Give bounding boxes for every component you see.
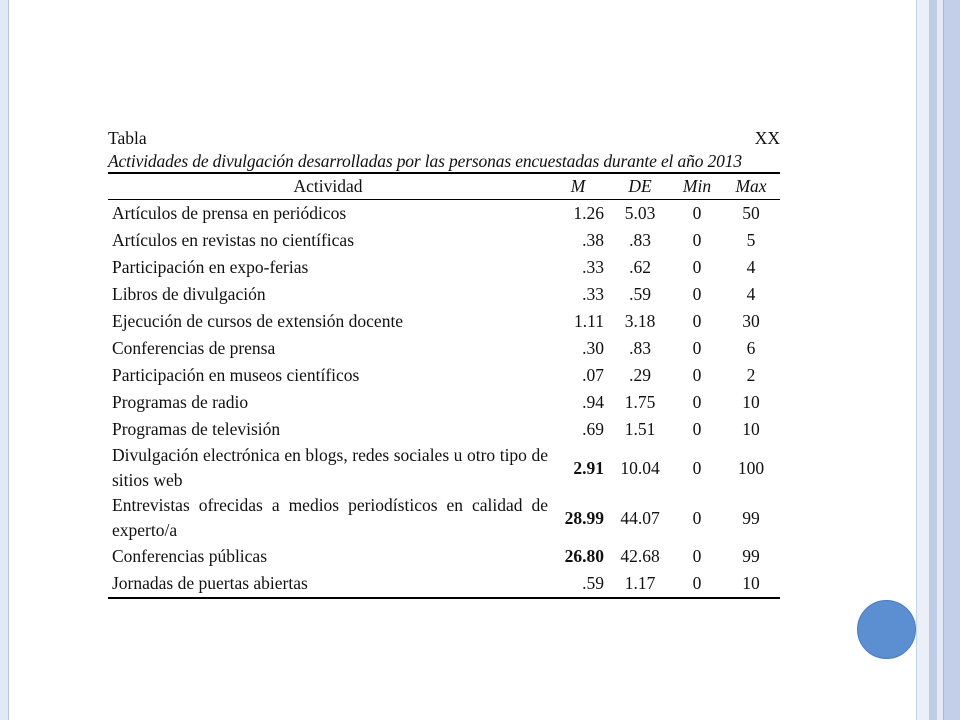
right-border-stripe	[929, 0, 937, 720]
cell-actividad: Libros de divulgación	[112, 284, 266, 304]
cell-de: .29	[629, 365, 651, 385]
cell-max: 100	[737, 457, 765, 478]
table-row	[108, 570, 780, 598]
cell-min: 0	[692, 507, 702, 528]
cell-de: 1.17	[624, 573, 656, 593]
table-row	[108, 493, 780, 543]
cell-m: 28.99	[564, 507, 604, 528]
cell-de: .83	[629, 338, 651, 358]
cell-max: 4	[746, 284, 756, 304]
cell-actividad: Programas de radio	[112, 392, 249, 412]
table-row	[108, 389, 780, 416]
accent-circle-decoration	[857, 600, 916, 659]
table-row	[108, 281, 780, 308]
table-row	[108, 200, 780, 228]
right-border-stripe	[943, 0, 960, 720]
cell-actividad: Artículos de prensa en periódicos	[112, 203, 347, 223]
table-row	[108, 227, 780, 254]
table-label-line	[108, 126, 780, 150]
cell-m: 2.91	[573, 457, 604, 478]
cell-de: 3.18	[624, 311, 656, 331]
column-header-actividad: Actividad	[108, 173, 548, 200]
cell-min: 0	[692, 546, 702, 566]
cell-de: .59	[629, 284, 651, 304]
cell-min: 0	[692, 284, 702, 304]
table-row	[108, 335, 780, 362]
cell-m: .30	[582, 338, 604, 358]
cell-min: 0	[692, 573, 702, 593]
cell-actividad: Artículos en revistas no científicas	[112, 230, 355, 250]
cell-m: .07	[582, 365, 604, 385]
cell-max: 2	[746, 365, 756, 385]
activities-table	[108, 172, 780, 599]
cell-min: 0	[692, 311, 702, 331]
cell-min: 0	[692, 365, 702, 385]
cell-de: 1.75	[624, 392, 656, 412]
cell-min: 0	[692, 419, 702, 439]
cell-m: .33	[582, 257, 604, 277]
cell-de: 44.07	[620, 507, 660, 528]
column-header-max: Max	[722, 173, 780, 200]
cell-max: 5	[746, 230, 756, 250]
cell-actividad: Conferencias de prensa	[112, 338, 276, 358]
cell-max: 99	[742, 507, 760, 528]
cell-max: 6	[746, 338, 756, 358]
column-header-de: DE	[608, 173, 672, 200]
cell-max: 99	[742, 546, 760, 566]
table-number: XX	[754, 128, 780, 148]
cell-actividad: Conferencias públicas	[112, 546, 268, 566]
cell-de: 10.04	[620, 457, 660, 478]
right-border-stripe	[916, 0, 929, 720]
table-row	[108, 362, 780, 389]
cell-m: .33	[582, 284, 604, 304]
cell-min: 0	[692, 392, 702, 412]
table-block	[108, 126, 780, 599]
cell-actividad: Jornadas de puertas abiertas	[112, 573, 308, 593]
cell-actividad: Participación en museos científicos	[112, 365, 360, 385]
table-row	[108, 443, 780, 493]
cell-max: 10	[742, 392, 760, 412]
cell-max: 10	[742, 419, 760, 439]
cell-min: 0	[692, 338, 702, 358]
cell-actividad: Ejecución de cursos de extensión docente	[112, 311, 404, 331]
cell-max: 10	[742, 573, 760, 593]
cell-min: 0	[692, 457, 702, 478]
cell-max: 30	[742, 311, 760, 331]
column-header-m: M	[548, 173, 608, 200]
cell-m: 1.11	[574, 311, 604, 331]
table-row	[108, 254, 780, 281]
cell-de: 5.03	[624, 203, 656, 223]
cell-max: 50	[742, 203, 760, 223]
cell-de: .83	[629, 230, 651, 250]
cell-de: 1.51	[624, 419, 656, 439]
column-header-min: Min	[672, 173, 722, 200]
cell-min: 0	[692, 230, 702, 250]
table-header-row	[108, 173, 780, 200]
table-row	[108, 543, 780, 570]
cell-m: 26.80	[564, 546, 604, 566]
cell-actividad: Participación en expo-ferias	[112, 257, 309, 277]
cell-de: 42.68	[620, 546, 660, 566]
cell-min: 0	[692, 257, 702, 277]
cell-m: .38	[582, 230, 604, 250]
cell-m: 1.26	[573, 203, 604, 223]
cell-actividad: Divulgación electrónica en blogs, redes sociales u otro tipo de sitios web	[112, 445, 548, 490]
cell-min: 0	[692, 203, 702, 223]
cell-actividad: Entrevistas ofrecidas a medios periodísticos en calidad de experto/a	[112, 495, 548, 540]
table-title: Actividades de divulgación desarrolladas por las personas encuestadas durante el año 2013	[108, 151, 742, 171]
cell-max: 4	[746, 257, 756, 277]
table-row	[108, 416, 780, 443]
cell-actividad: Programas de televisión	[112, 419, 281, 439]
cell-de: .62	[629, 257, 651, 277]
table-label: Tabla	[108, 128, 147, 148]
left-border-decoration	[0, 0, 9, 720]
cell-m: .69	[582, 419, 604, 439]
cell-m: .59	[582, 573, 604, 593]
table-row	[108, 308, 780, 335]
cell-m: .94	[582, 392, 604, 412]
